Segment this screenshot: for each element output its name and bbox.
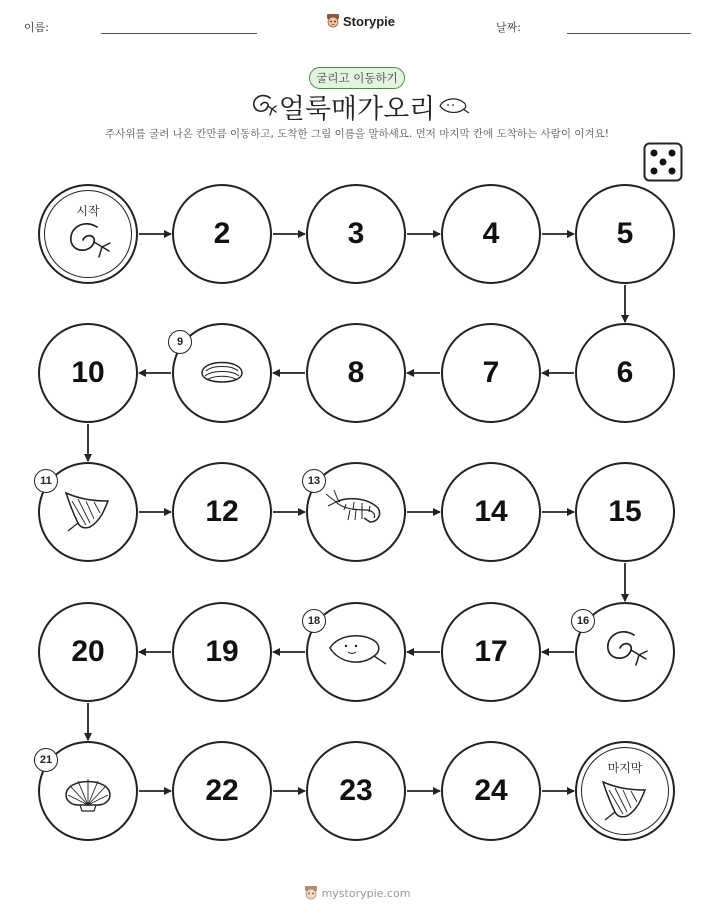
stingray-icon	[597, 774, 653, 828]
board-cell-12	[172, 462, 272, 562]
board-cell-8	[306, 323, 406, 423]
board-cell-1	[38, 184, 138, 284]
board-cell-5	[575, 184, 675, 284]
board-cell-9	[172, 323, 272, 423]
cell-number: 23	[339, 774, 373, 807]
cell-number-badge: 9	[168, 330, 192, 354]
stingray-icon	[60, 485, 116, 539]
cell-number: 7	[482, 356, 500, 389]
cell-number: 24	[474, 774, 508, 807]
board-cell-16	[575, 602, 675, 702]
brand-name: Storypie	[343, 13, 396, 29]
instructions-text: 주사위를 굴려 나온 칸만큼 이동하고, 도착한 그림 이름을 말하세요. 먼저 마지막 칸에 도착하는 사람이 이겨요!	[105, 128, 609, 140]
shrimp-icon	[324, 488, 388, 536]
board-cell-11	[38, 462, 138, 562]
cell-label: 시작	[76, 204, 100, 218]
cell-number: 15	[608, 495, 642, 528]
activity-badge: 굴리고 이동하기	[309, 67, 405, 89]
footer-site: mystorypie.com	[321, 886, 411, 900]
ray-curl-icon	[598, 625, 652, 679]
board-cell-10	[38, 323, 138, 423]
footer	[0, 885, 714, 901]
cell-label: 마지막	[607, 761, 643, 775]
board-cell-18	[306, 602, 406, 702]
ray-curl-icon	[61, 217, 115, 271]
cell-number-badge: 13	[302, 469, 326, 493]
cell-number: 8	[347, 356, 365, 389]
cell-number: 19	[205, 635, 239, 668]
date-label: 날짜:	[496, 21, 521, 34]
cell-number-badge: 18	[302, 609, 326, 633]
storypie-mascot-icon	[304, 885, 318, 901]
board-cell-4	[441, 184, 541, 284]
board-cell-22	[172, 741, 272, 841]
board-cell-15	[575, 462, 675, 562]
cell-number-badge: 16	[571, 609, 595, 633]
cell-number-badge: 11	[34, 469, 58, 493]
cell-number: 6	[616, 356, 634, 389]
name-label: 이름:	[24, 21, 49, 34]
cell-number-badge: 21	[34, 748, 58, 772]
board-cell-14	[441, 462, 541, 562]
clam-icon	[198, 351, 246, 395]
cell-number: 4	[482, 217, 500, 250]
flat-ray-icon	[324, 628, 388, 676]
cell-number: 22	[205, 774, 239, 807]
board-cell-2	[172, 184, 272, 284]
board-cell-6	[575, 323, 675, 423]
board-cell-21	[38, 741, 138, 841]
cell-number: 3	[347, 217, 365, 250]
board-cell-25	[575, 741, 675, 841]
board-cell-7	[441, 323, 541, 423]
page-title: 얼룩매가오리	[278, 94, 436, 125]
cell-number: 12	[205, 495, 239, 528]
scallop-icon	[60, 765, 116, 817]
cell-number: 20	[71, 635, 105, 668]
board-cell-19	[172, 602, 272, 702]
board-cell-23	[306, 741, 406, 841]
board-cell-3	[306, 184, 406, 284]
board-cell-20	[38, 602, 138, 702]
board-cell-24	[441, 741, 541, 841]
cell-number: 14	[474, 495, 508, 528]
cell-number: 2	[213, 217, 231, 250]
cell-number: 10	[71, 356, 105, 389]
cell-number: 5	[616, 217, 634, 250]
cell-number: 17	[474, 635, 508, 668]
board-cell-17	[441, 602, 541, 702]
board-cell-13	[306, 462, 406, 562]
